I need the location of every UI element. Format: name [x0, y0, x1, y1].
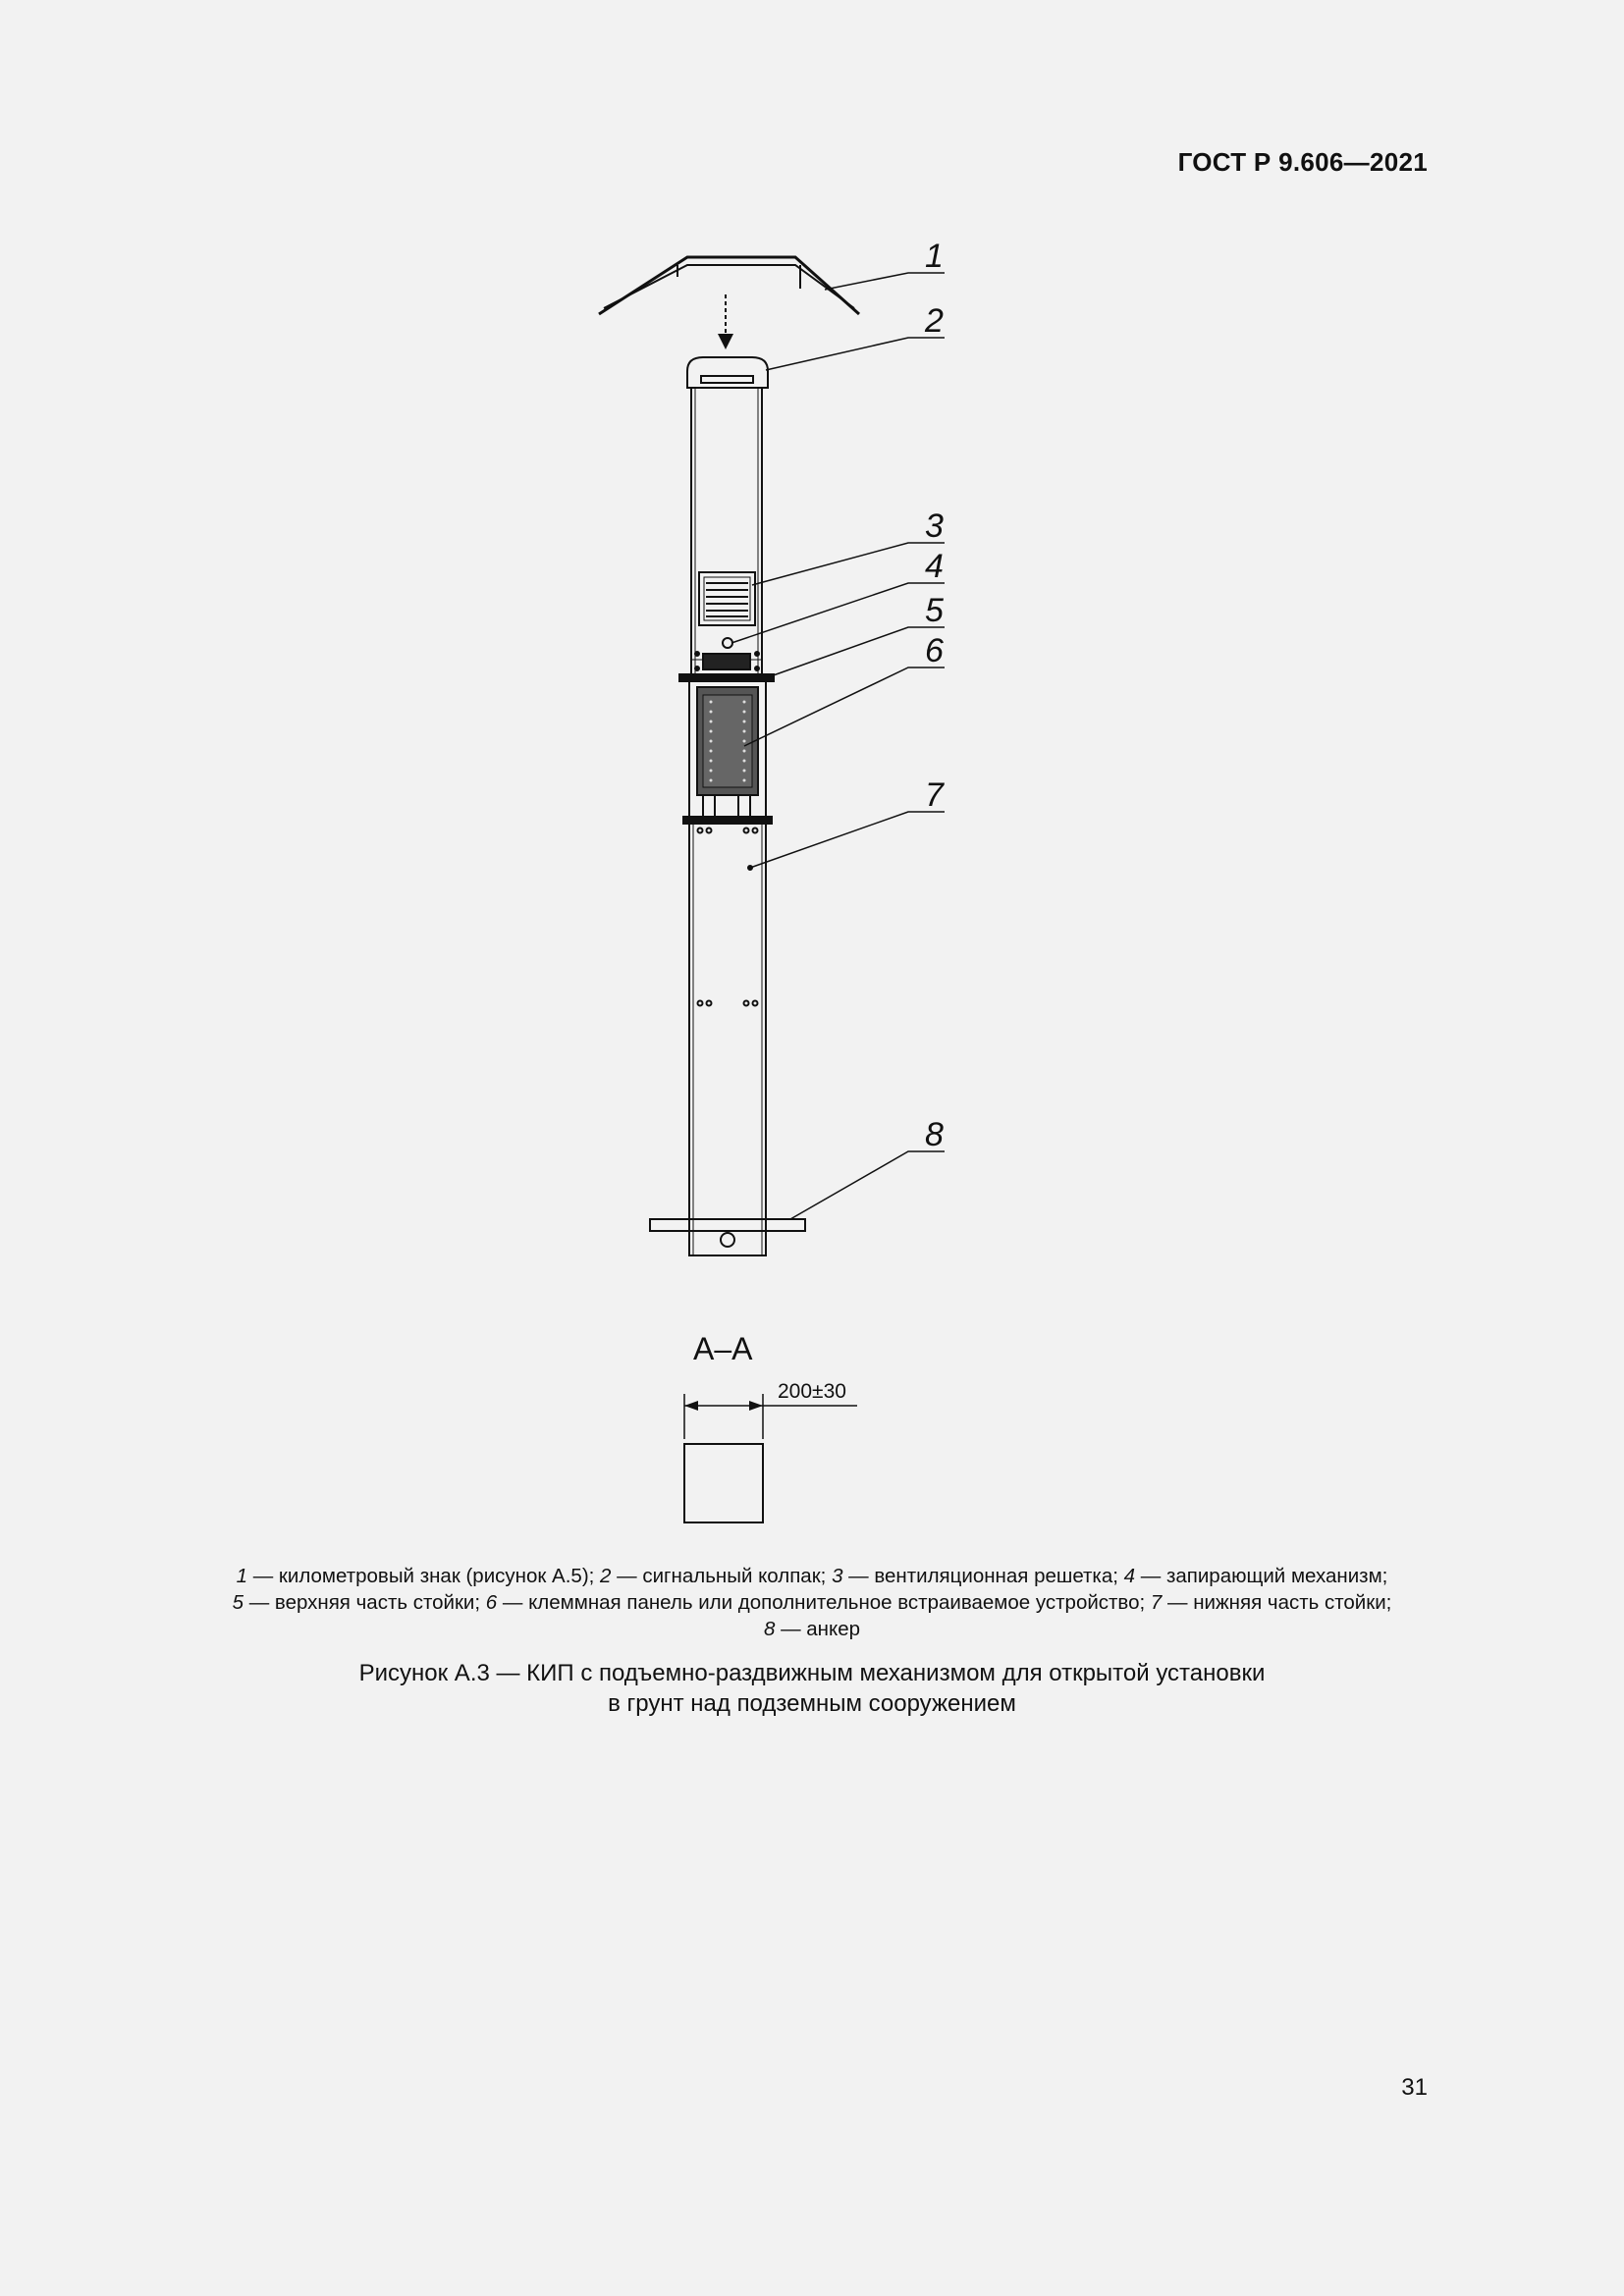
lower-post	[689, 824, 766, 1255]
ventilation-grille	[699, 572, 755, 625]
legend-line	[108, 1563, 1516, 1589]
upper-flange	[679, 674, 774, 681]
legend-num: 1	[236, 1565, 248, 1587]
legend-text: — нижняя часть стойки;	[1162, 1591, 1392, 1614]
legend-text: — верхняя часть стойки;	[244, 1591, 486, 1614]
lock	[723, 638, 732, 648]
figure-legend	[108, 1563, 1516, 1642]
lock-plate	[703, 654, 750, 669]
legend-text: — запирающий механизм;	[1135, 1565, 1388, 1587]
section-view	[684, 1394, 857, 1522]
callout-6: 6	[925, 632, 944, 669]
legend-num: 2	[600, 1565, 612, 1587]
callout-1: 1	[925, 238, 944, 275]
legend-num: 4	[1123, 1565, 1136, 1587]
callout-5: 5	[925, 592, 944, 629]
legend-text: — анкер	[775, 1618, 861, 1640]
callout-4: 4	[925, 548, 944, 585]
document-code: ГОСТ Р 9.606—2021	[1177, 147, 1428, 177]
anchor	[650, 1219, 805, 1231]
lower-flange	[683, 817, 772, 824]
caption-line-1: Рисунок А.3 — КИП с подъемно-раздвижным механизмом для открытой установки	[358, 1660, 1266, 1686]
dimension-label: 200±30	[778, 1380, 846, 1403]
signal-cap	[687, 357, 768, 388]
legend-num: 7	[1150, 1591, 1163, 1614]
callout-2: 2	[925, 302, 944, 340]
upper-post	[691, 388, 762, 677]
figure-caption	[108, 1658, 1516, 1719]
legend-line	[108, 1589, 1516, 1616]
legend-num: 8	[763, 1618, 776, 1640]
legend-line	[108, 1616, 1516, 1642]
callout-3: 3	[925, 507, 944, 545]
callout-7: 7	[925, 776, 944, 814]
legend-num: 5	[232, 1591, 244, 1614]
legend-text: — клеммная панель или дополнительное встраиваемое устройство;	[497, 1591, 1151, 1614]
legend-text: — километровый знак (рисунок А.5);	[247, 1565, 601, 1587]
legend-text: — вентиляционная решетка;	[842, 1565, 1124, 1587]
section-label: А–А	[693, 1331, 753, 1366]
legend-text: — сигнальный колпак;	[611, 1565, 833, 1587]
leader-lines	[731, 273, 945, 1219]
legend-num: 3	[832, 1565, 843, 1587]
terminal-panel	[689, 681, 766, 817]
legend-num: 6	[485, 1591, 498, 1614]
page-number: 31	[1401, 2074, 1428, 2101]
arrow-head	[718, 334, 733, 349]
caption-line-2: в грунт над подземным сооружением	[608, 1690, 1016, 1717]
callout-8: 8	[925, 1116, 944, 1153]
kilometer-sign	[599, 257, 859, 314]
